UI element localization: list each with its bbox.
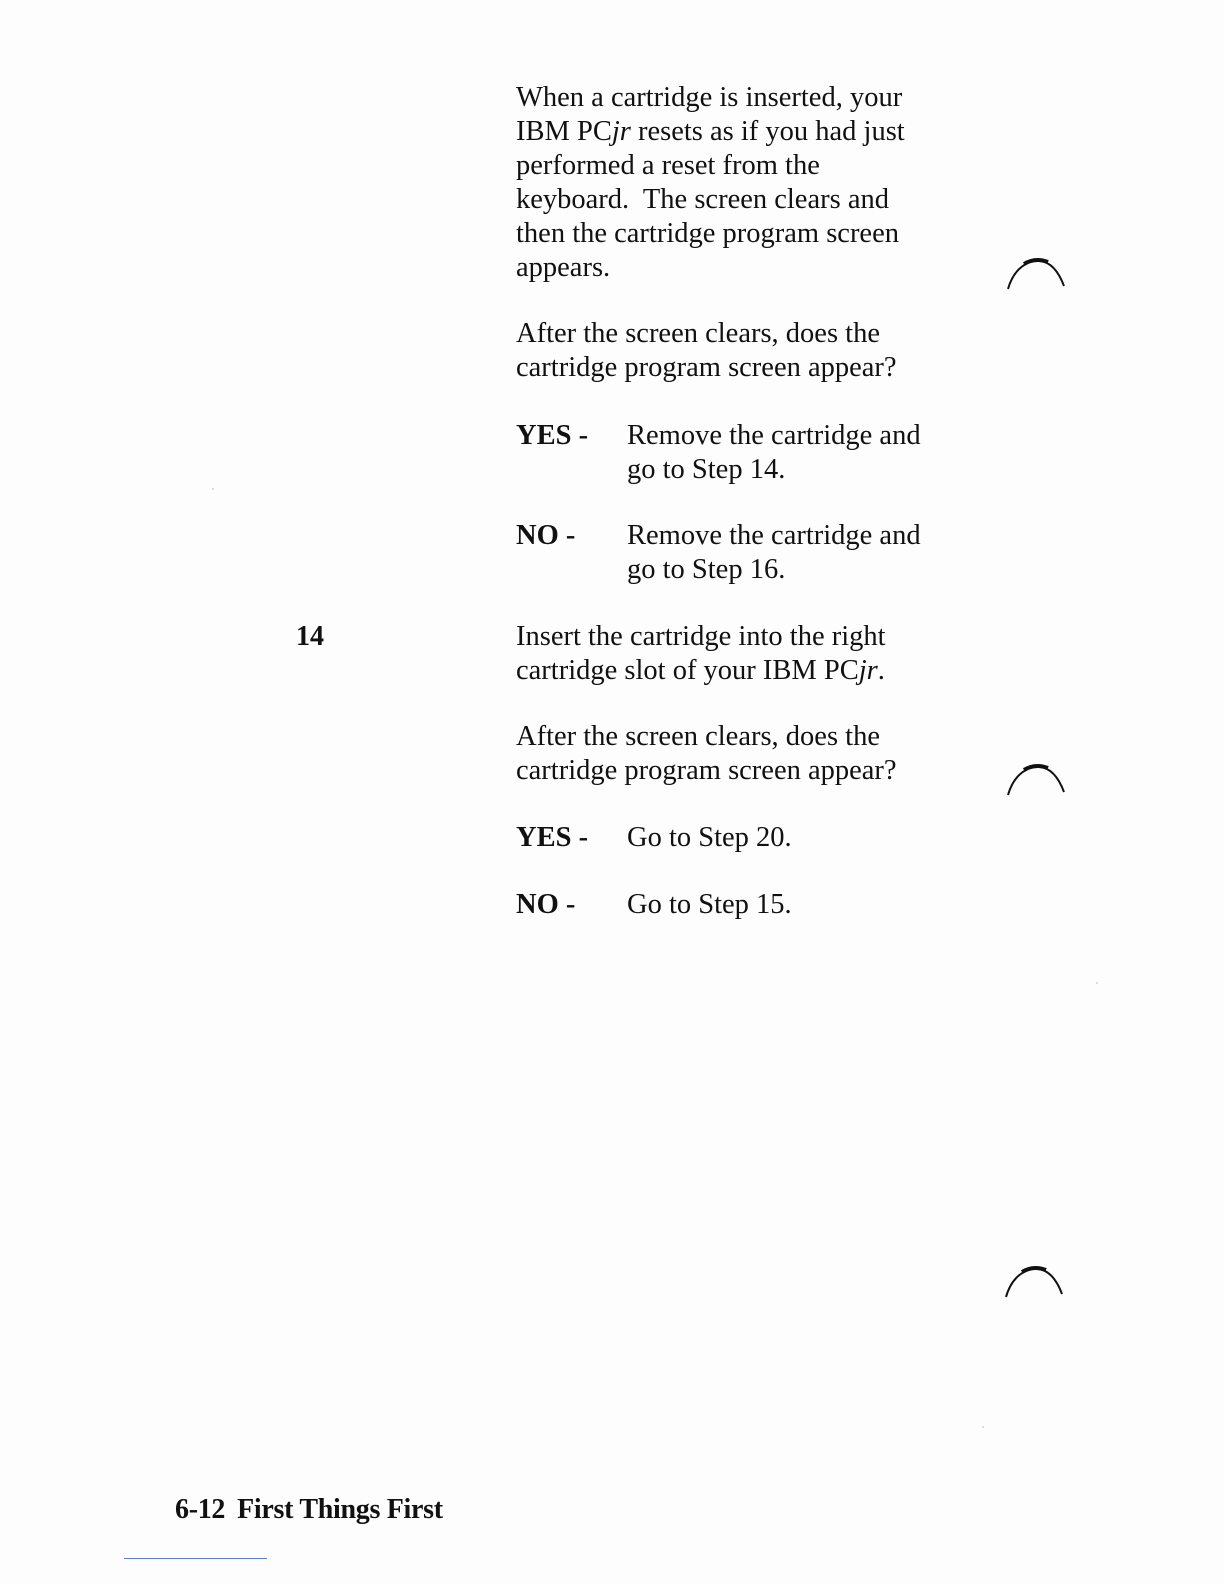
scan-speck xyxy=(212,488,214,490)
scan-speck xyxy=(1096,982,1098,984)
intro-line-6: appears. xyxy=(516,252,611,283)
question-1-line-2: cartridge program screen appear? xyxy=(516,352,897,383)
no-label: NO - xyxy=(516,520,576,551)
step-number: 14 xyxy=(296,621,324,652)
question-2-line-1: After the screen clears, does the xyxy=(516,721,880,752)
step-14-line-2: cartridge slot of your IBM PCjr. xyxy=(516,655,885,686)
binder-hole-icon xyxy=(1004,1264,1064,1298)
binder-hole-icon xyxy=(1006,256,1066,290)
footer-rule xyxy=(124,1558,267,1559)
question-2 xyxy=(516,720,956,788)
intro-line-2: IBM PCjr resets as if you had just xyxy=(516,116,905,147)
question-1-line-1: After the screen clears, does the xyxy=(516,318,880,349)
intro-line-3: performed a reset from the xyxy=(516,150,820,181)
yes-instruction: Remove the cartridge and go to Step 14. xyxy=(627,420,921,485)
book-title: First Things First xyxy=(237,1494,443,1525)
step-14-line-1: Insert the cartridge into the right xyxy=(516,621,886,652)
yes-instruction: Go to Step 20. xyxy=(627,822,792,853)
no-instruction: Go to Step 15. xyxy=(627,889,792,920)
intro-line-4: keyboard. The screen clears and xyxy=(516,184,889,215)
binder-hole-icon xyxy=(1006,762,1066,796)
yes-label: YES - xyxy=(516,822,589,853)
question-1 xyxy=(516,317,956,385)
no-label: NO - xyxy=(516,889,576,920)
scan-speck xyxy=(982,1426,984,1428)
intro-line-5: then the cartridge program screen xyxy=(516,218,899,249)
intro-line-1: When a cartridge is inserted, your xyxy=(516,82,903,113)
question-2-line-2: cartridge program screen appear? xyxy=(516,755,897,786)
step-14-text xyxy=(516,620,956,688)
yes-label: YES - xyxy=(516,420,589,451)
page-footer xyxy=(175,1493,443,1527)
intro-paragraph xyxy=(516,81,956,285)
page-number: 6-12 xyxy=(175,1494,226,1525)
no-instruction: Remove the cartridge and go to Step 16. xyxy=(627,520,921,585)
